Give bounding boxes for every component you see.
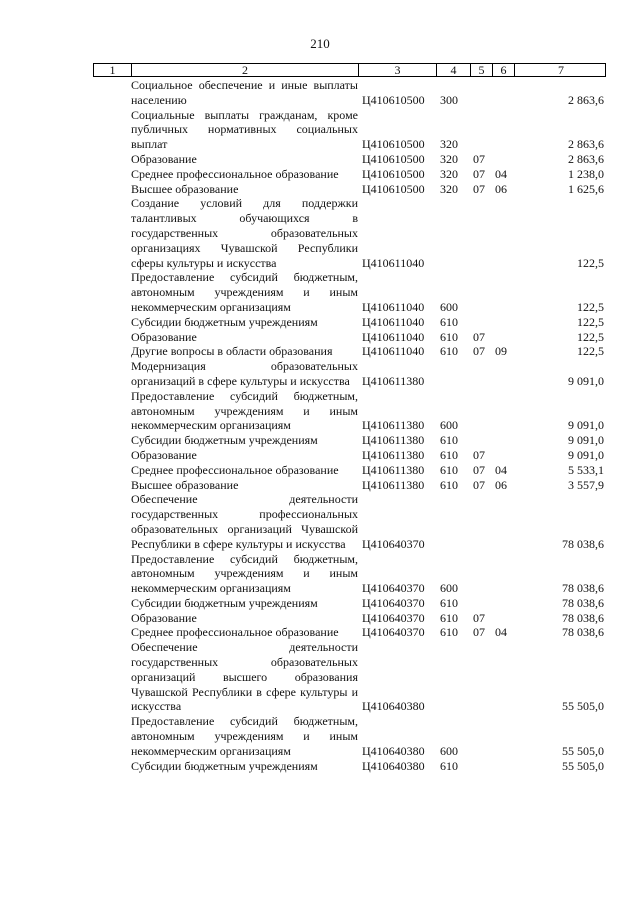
row-code: Ц410611040 <box>362 299 425 314</box>
row-amount: 55 505,0 <box>562 699 604 714</box>
row-name: Социальное обеспечение и иные выплаты населению <box>131 78 358 107</box>
row-amount: 2 863,6 <box>568 151 604 166</box>
row-expense-type: 610 <box>440 344 458 359</box>
row-code: Ц410611380 <box>362 462 425 477</box>
row-code: Ц410610500 <box>362 181 425 196</box>
row-expense-type: 610 <box>440 758 458 773</box>
header-col-6: 6 <box>493 64 515 76</box>
row-section: 07 <box>473 462 485 477</box>
row-name: Высшее образование <box>131 477 239 492</box>
row-name: Образование <box>131 610 197 625</box>
row-expense-type: 600 <box>440 581 458 596</box>
row-expense-type: 320 <box>440 181 458 196</box>
row-code: Ц410611040 <box>362 255 425 270</box>
row-expense-type: 600 <box>440 743 458 758</box>
table-row <box>93 714 606 758</box>
row-section: 07 <box>473 447 485 462</box>
row-amount: 122,5 <box>577 314 604 329</box>
table-row <box>93 152 606 167</box>
row-subsection: 04 <box>495 462 507 477</box>
row-expense-type: 610 <box>440 477 458 492</box>
table-row <box>93 625 606 640</box>
row-code: Ц410610500 <box>362 137 425 152</box>
header-col-4: 4 <box>437 64 471 76</box>
row-name: Создание условий для поддержки талантливых обучающихся в государственных образовательных организациях Чувашской Республики сферы культуры и искусства <box>131 196 358 270</box>
row-name: Обеспечение деятельности государственных образовательных организаций высшего образования Чувашской Республики в сфере культуры и искусства <box>131 640 358 714</box>
row-name: Предоставление субсидий бюджетным, автономным учреждениям и иным некоммерческим организациям <box>131 551 358 596</box>
row-code: Ц410610500 <box>362 166 425 181</box>
row-name: Предоставление субсидий бюджетным, автономным учреждениям и иным некоммерческим организациям <box>131 270 358 314</box>
table-row <box>93 315 606 330</box>
row-code: Ц410640370 <box>362 625 425 640</box>
row-amount: 78 038,6 <box>562 595 604 610</box>
row-name: Образование <box>131 329 197 344</box>
row-amount: 122,5 <box>577 255 604 270</box>
row-expense-type: 610 <box>440 462 458 477</box>
row-expense-type: 610 <box>440 447 458 462</box>
table-row <box>93 344 606 359</box>
header-col-7: 7 <box>558 63 564 77</box>
table-row <box>93 640 606 714</box>
row-amount: 9 091,0 <box>568 433 604 448</box>
row-name: Субсидии бюджетным учреждениям <box>131 314 318 329</box>
row-code: Ц410640370 <box>362 610 425 625</box>
row-code: Ц410640370 <box>362 536 425 551</box>
row-expense-type: 300 <box>440 92 458 107</box>
table-row <box>93 596 606 611</box>
row-amount: 78 038,6 <box>562 610 604 625</box>
row-name: Среднее профессиональное образование <box>131 462 339 477</box>
row-code: Ц410610500 <box>362 151 425 166</box>
row-subsection: 04 <box>495 166 507 181</box>
budget-table <box>93 63 606 773</box>
row-code: Ц410611040 <box>362 314 425 329</box>
row-amount: 2 863,6 <box>568 92 604 107</box>
row-amount: 1 625,6 <box>568 181 604 196</box>
row-name: Субсидии бюджетным учреждениям <box>131 595 318 610</box>
row-amount: 9 091,0 <box>568 418 604 433</box>
row-code: Ц410611040 <box>362 344 425 359</box>
table-row <box>93 182 606 197</box>
row-name: Предоставление субсидий бюджетным, автономным учреждениям и иным некоммерческим организациям <box>131 714 358 758</box>
table-row <box>93 492 606 551</box>
row-expense-type: 610 <box>440 610 458 625</box>
row-expense-type: 610 <box>440 625 458 640</box>
header-col-3: 3 <box>359 64 437 76</box>
row-code: Ц410640380 <box>362 758 425 773</box>
row-amount: 5 533,1 <box>568 462 604 477</box>
row-code: Ц410640370 <box>362 595 425 610</box>
row-name: Субсидии бюджетным учреждениям <box>131 758 318 773</box>
table-body <box>93 77 606 773</box>
row-name: Предоставление субсидий бюджетным, автономным учреждениям и иным некоммерческим организациям <box>131 388 358 433</box>
row-subsection: 09 <box>495 344 507 359</box>
row-expense-type: 610 <box>440 595 458 610</box>
table-row <box>93 759 606 774</box>
row-section: 07 <box>473 625 485 640</box>
row-code: Ц410611040 <box>362 329 425 344</box>
row-code: Ц410611380 <box>362 418 425 433</box>
row-amount: 55 505,0 <box>562 743 604 758</box>
row-code: Ц410640370 <box>362 581 425 596</box>
row-code: Ц410611380 <box>362 373 425 388</box>
row-subsection: 06 <box>495 181 507 196</box>
row-amount: 1 238,0 <box>568 166 604 181</box>
table-row <box>93 389 606 433</box>
row-name: Среднее профессиональное образование <box>131 625 339 640</box>
row-name: Высшее образование <box>131 181 239 196</box>
row-amount: 122,5 <box>577 329 604 344</box>
row-expense-type: 320 <box>440 137 458 152</box>
table-row <box>93 611 606 626</box>
header-col-5: 5 <box>471 64 493 76</box>
row-section: 07 <box>473 181 485 196</box>
row-section: 07 <box>473 166 485 181</box>
row-subsection: 04 <box>495 625 507 640</box>
row-expense-type: 600 <box>440 418 458 433</box>
row-section: 07 <box>473 477 485 492</box>
table-row <box>93 552 606 596</box>
table-row <box>93 78 606 108</box>
row-section: 07 <box>473 610 485 625</box>
row-expense-type: 600 <box>440 299 458 314</box>
row-amount: 78 038,6 <box>562 536 604 551</box>
table-row <box>93 108 606 152</box>
row-code: Ц410611380 <box>362 477 425 492</box>
table-row <box>93 359 606 389</box>
row-code: Ц410640380 <box>362 743 425 758</box>
row-section: 07 <box>473 329 485 344</box>
row-name: Образование <box>131 447 197 462</box>
page-number: 210 <box>310 36 330 51</box>
row-name: Образование <box>131 151 197 166</box>
row-code: Ц410640380 <box>362 699 425 714</box>
row-name: Социальные выплаты гражданам, кроме публичных нормативных социальных выплат <box>131 107 358 152</box>
row-name: Среднее профессиональное образование <box>131 166 339 181</box>
table-row <box>93 463 606 478</box>
table-row <box>93 167 606 182</box>
row-expense-type: 320 <box>440 151 458 166</box>
row-expense-type: 610 <box>440 314 458 329</box>
table-row <box>93 478 606 493</box>
row-amount: 3 557,9 <box>568 477 604 492</box>
row-name: Субсидии бюджетным учреждениям <box>131 433 318 448</box>
header-col-2: 2 <box>132 64 359 76</box>
row-section: 07 <box>473 151 485 166</box>
row-expense-type: 320 <box>440 166 458 181</box>
table-row <box>93 270 606 314</box>
row-amount: 2 863,6 <box>568 137 604 152</box>
table-row <box>93 448 606 463</box>
row-expense-type: 610 <box>440 329 458 344</box>
row-name: Обеспечение деятельности государственных профессиональных образовательных организаций Чувашской Республики в сфере культуры и искусства <box>131 492 358 551</box>
table-row <box>93 330 606 345</box>
row-code: Ц410610500 <box>362 92 425 107</box>
row-amount: 9 091,0 <box>568 447 604 462</box>
header-col-1: 1 <box>94 64 132 76</box>
row-amount: 78 038,6 <box>562 625 604 640</box>
row-expense-type: 610 <box>440 433 458 448</box>
table-row <box>93 196 606 270</box>
row-amount: 122,5 <box>577 344 604 359</box>
row-amount: 9 091,0 <box>568 373 604 388</box>
row-section: 07 <box>473 344 485 359</box>
row-amount: 122,5 <box>577 299 604 314</box>
row-subsection: 06 <box>495 477 507 492</box>
row-amount: 55 505,0 <box>562 758 604 773</box>
row-name: Модернизация образовательных организаций в сфере культуры и искусства <box>131 359 358 388</box>
row-name: Другие вопросы в области образования <box>131 344 333 359</box>
table-row <box>93 433 606 448</box>
row-code: Ц410611380 <box>362 447 425 462</box>
row-amount: 78 038,6 <box>562 581 604 596</box>
row-code: Ц410611380 <box>362 433 425 448</box>
table-header <box>93 63 606 77</box>
